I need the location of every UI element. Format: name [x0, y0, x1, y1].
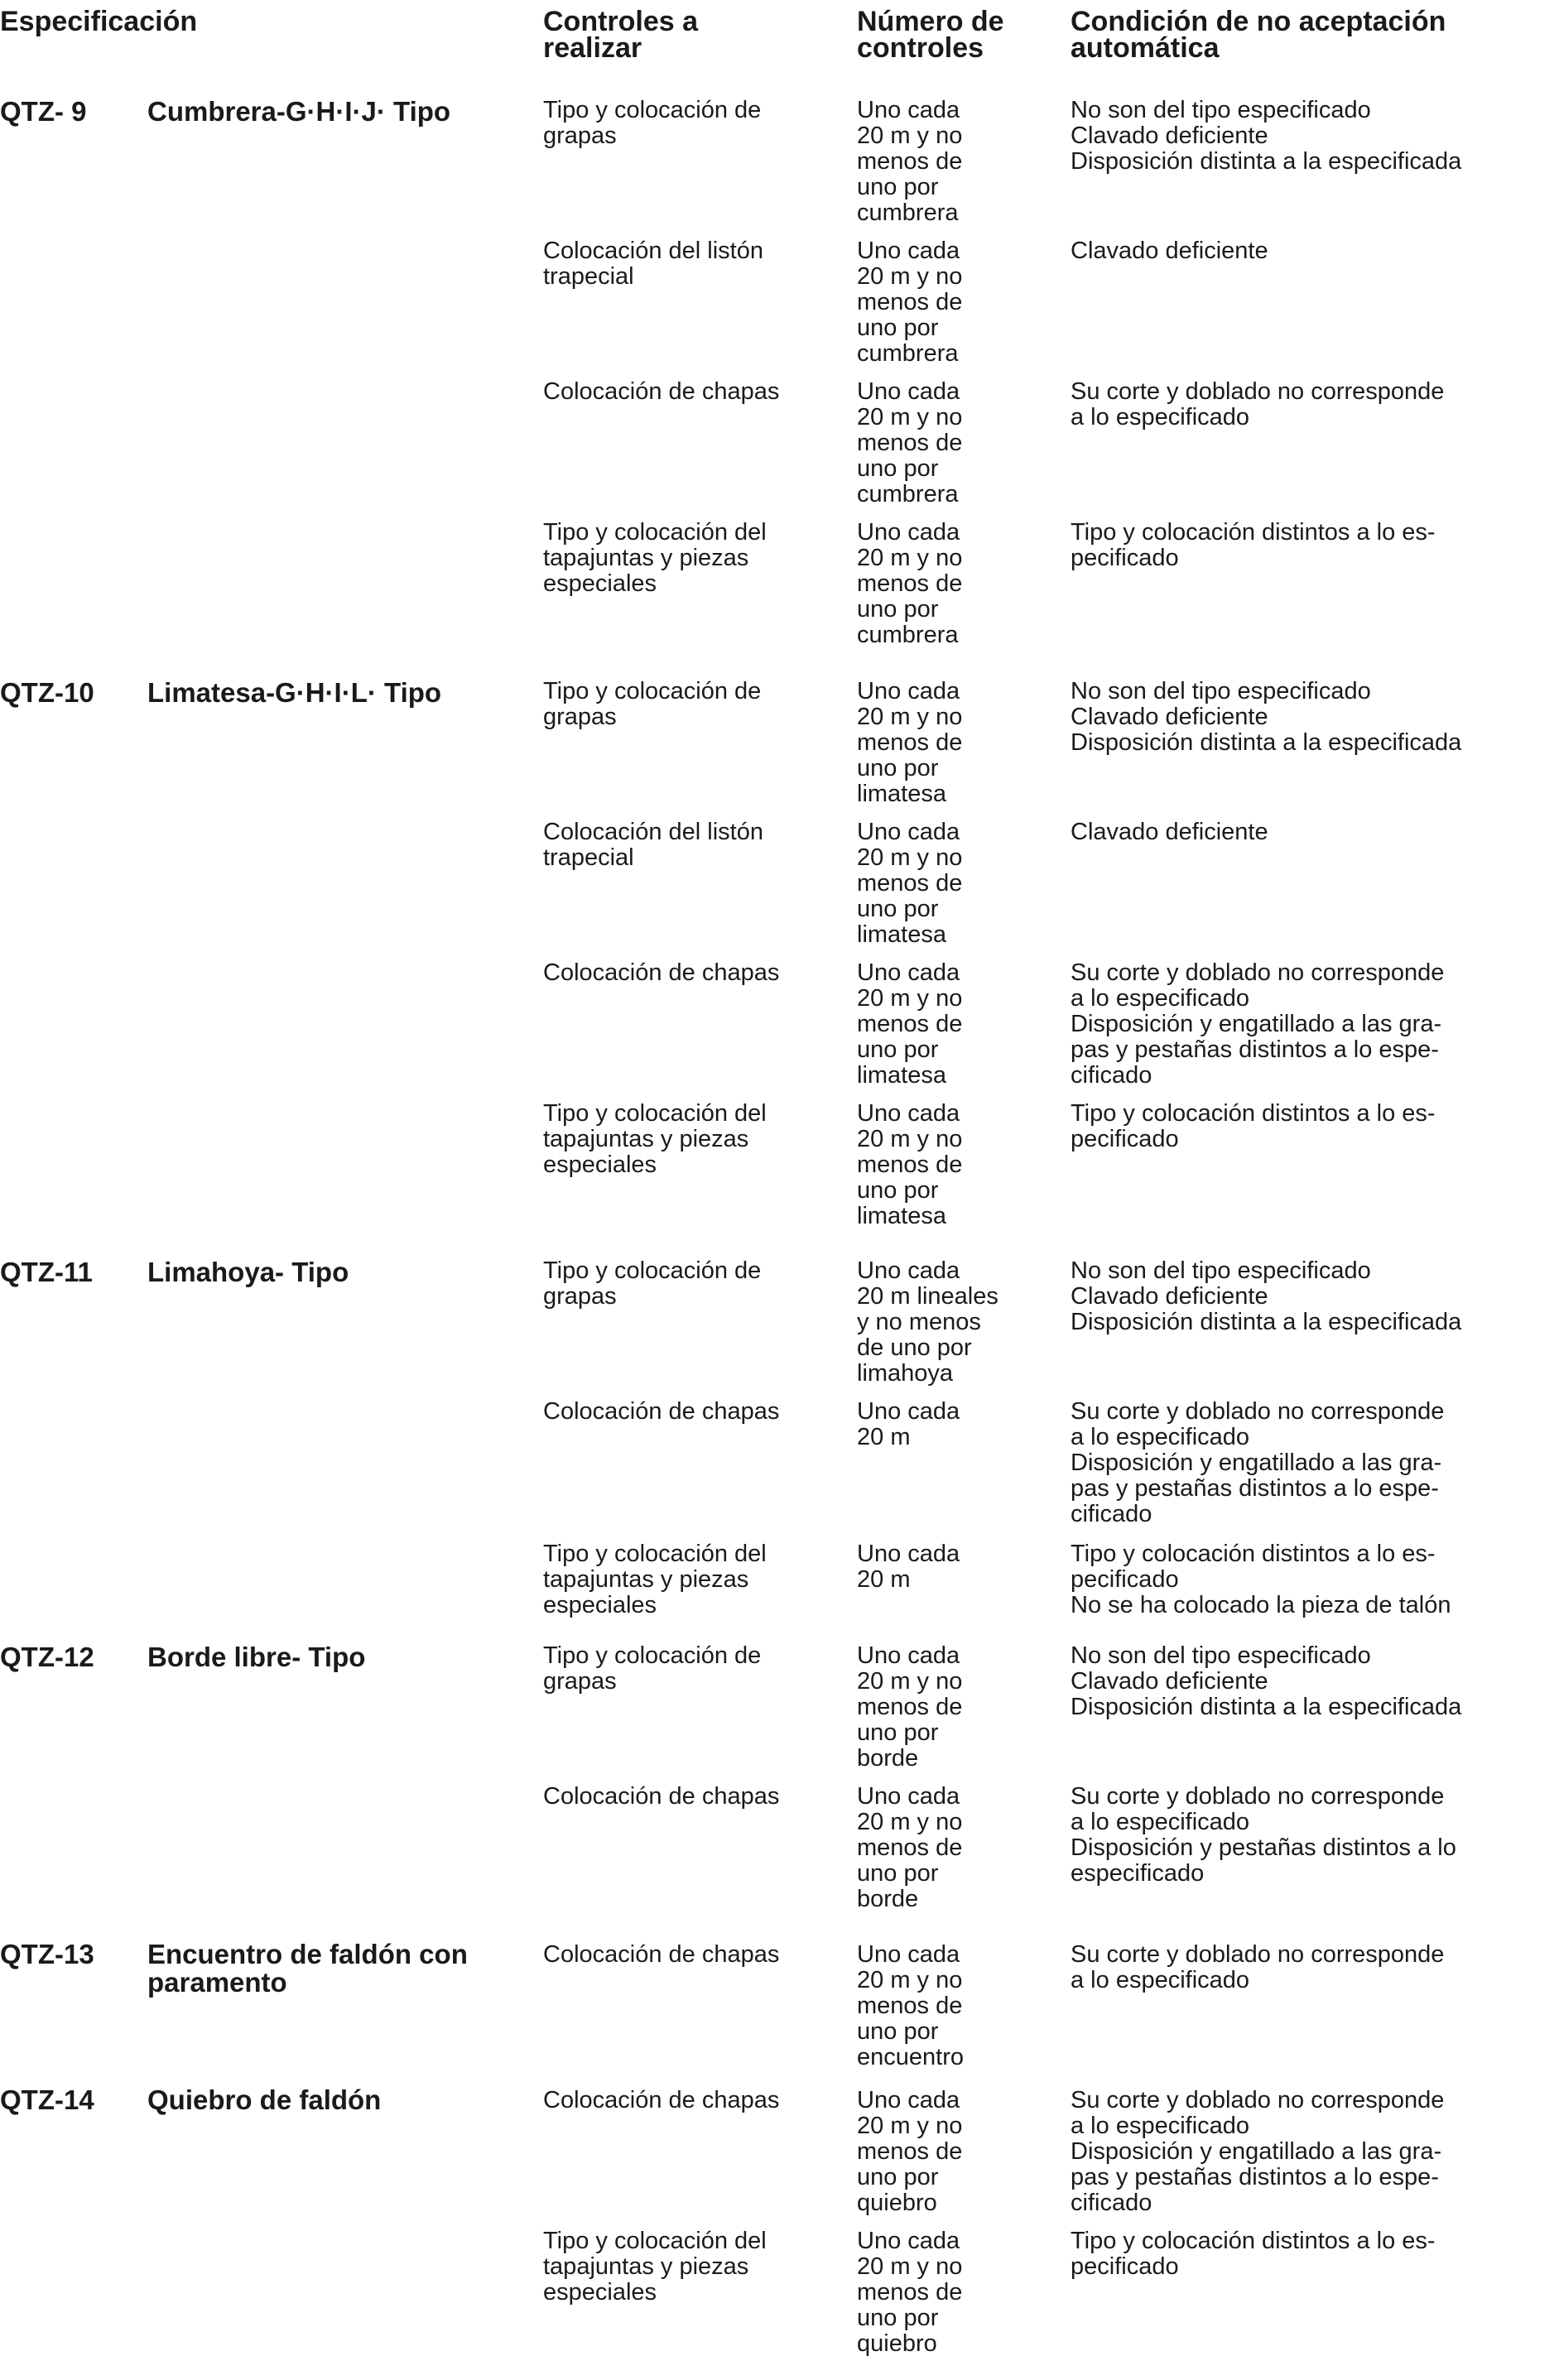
condicion-cell: Su corte y doblado no corresponde a lo especificado — [1071, 378, 1445, 430]
numero-cell: Uno cada 20 m y no menos de uno por quiebro — [857, 2228, 963, 2357]
condicion-cell: Su corte y doblado no corresponde a lo especificado Disposición y engatillado a las gra- pas y pestañas distintos a lo espe- cificado — [1071, 959, 1445, 1089]
numero-cell: Uno cada 20 m y no menos de uno por limatesa — [857, 959, 963, 1089]
header-controles: Controles a realizar — [543, 6, 699, 64]
numero-cell: Uno cada 20 m y no menos de uno por borde — [857, 1783, 963, 1912]
spec-title: Encuentro de faldón con paramento — [147, 1939, 468, 1998]
spec-title: Cumbrera-G·H·I·J· Tipo — [147, 96, 451, 127]
numero-cell: Uno cada 20 m y no menos de uno por cumbrera — [857, 378, 963, 507]
control-cell: Colocación de chapas — [543, 959, 780, 986]
control-cell: Colocación de chapas — [543, 1783, 780, 1810]
numero-cell: Uno cada 20 m y no menos de uno por limatesa — [857, 678, 963, 807]
control-cell: Tipo y colocación del tapajuntas y piezas especiales — [543, 519, 767, 597]
numero-cell: Uno cada 20 m — [857, 1398, 960, 1450]
spec-title: Limatesa-G·H·I·L· Tipo — [147, 677, 442, 708]
spec-code: QTZ-13 — [0, 1939, 94, 1969]
control-cell: Colocación del listón trapecial — [543, 238, 763, 290]
condicion-cell: No son del tipo especificado Clavado deficiente Disposición distinta a la especificada — [1071, 1642, 1462, 1720]
numero-cell: Uno cada 20 m y no menos de uno por quiebro — [857, 2087, 963, 2216]
condicion-cell: Tipo y colocación distintos a lo es- pecificado — [1071, 1100, 1436, 1152]
control-cell: Tipo y colocación del tapajuntas y piezas especiales — [543, 2228, 767, 2305]
control-cell: Tipo y colocación de grapas — [543, 678, 762, 730]
condicion-cell: Su corte y doblado no corresponde a lo especificado — [1071, 1941, 1445, 1993]
condicion-cell: Su corte y doblado no corresponde a lo especificado Disposición y pestañas distintos a lo especificado — [1071, 1783, 1456, 1887]
numero-cell: Uno cada 20 m lineales y no menos de uno por limahoya — [857, 1257, 998, 1387]
numero-cell: Uno cada 20 m y no menos de uno por cumbrera — [857, 519, 963, 648]
spec-code: QTZ-10 — [0, 677, 94, 708]
condicion-cell: Tipo y colocación distintos a lo es- pecificado No se ha colocado la pieza de talón — [1071, 1541, 1451, 1618]
numero-cell: Uno cada 20 m — [857, 1541, 960, 1593]
spec-code: QTZ-14 — [0, 2084, 94, 2115]
spec-code: QTZ-12 — [0, 1642, 94, 1672]
numero-cell: Uno cada 20 m y no menos de uno por cumbrera — [857, 238, 963, 367]
control-cell: Colocación del listón trapecial — [543, 819, 763, 871]
numero-cell: Uno cada 20 m y no menos de uno por encuentro — [857, 1941, 964, 2070]
condicion-cell: Su corte y doblado no corresponde a lo especificado Disposición y engatillado a las gra- pas y pestañas distintos a lo espe- cificado — [1071, 1398, 1445, 1527]
control-cell: Tipo y colocación de grapas — [543, 1257, 762, 1310]
condicion-cell: Su corte y doblado no corresponde a lo especificado Disposición y engatillado a las gra- pas y pestañas distintos a lo espe- cificado — [1071, 2087, 1445, 2216]
condicion-cell: No son del tipo especificado Clavado deficiente Disposición distinta a la especificada — [1071, 678, 1462, 756]
control-cell: Tipo y colocación del tapajuntas y piezas especiales — [543, 1100, 767, 1178]
spec-code: QTZ-11 — [0, 1257, 93, 1287]
condicion-cell: No son del tipo especificado Clavado deficiente Disposición distinta a la especificada — [1071, 1257, 1462, 1335]
spec-title: Borde libre- Tipo — [147, 1642, 366, 1672]
control-cell: Tipo y colocación del tapajuntas y piezas especiales — [543, 1541, 767, 1618]
control-cell: Tipo y colocación de grapas — [543, 97, 762, 149]
control-cell: Colocación de chapas — [543, 1941, 780, 1968]
condicion-cell: Clavado deficiente — [1071, 819, 1268, 845]
header-numero: Número de controles — [857, 6, 1004, 64]
spec-title: Limahoya- Tipo — [147, 1257, 349, 1287]
control-cell: Tipo y colocación de grapas — [543, 1642, 762, 1695]
condicion-cell: Clavado deficiente — [1071, 238, 1268, 264]
numero-cell: Uno cada 20 m y no menos de uno por borde — [857, 1642, 963, 1772]
control-cell: Colocación de chapas — [543, 2087, 780, 2113]
header-especificacion: Especificación — [0, 6, 198, 37]
control-cell: Colocación de chapas — [543, 378, 780, 405]
spec-title: Quiebro de faldón — [147, 2084, 382, 2115]
header-condicion: Condición de no aceptación automática — [1071, 6, 1446, 64]
condicion-cell: No son del tipo especificado Clavado deficiente Disposición distinta a la especificada — [1071, 97, 1462, 175]
condicion-cell: Tipo y colocación distintos a lo es- pecificado — [1071, 519, 1436, 571]
numero-cell: Uno cada 20 m y no menos de uno por limatesa — [857, 1100, 963, 1229]
numero-cell: Uno cada 20 m y no menos de uno por limatesa — [857, 819, 963, 948]
numero-cell: Uno cada 20 m y no menos de uno por cumbrera — [857, 97, 963, 226]
control-cell: Colocación de chapas — [543, 1398, 780, 1425]
condicion-cell: Tipo y colocación distintos a lo es- pecificado — [1071, 2228, 1436, 2280]
spec-code: QTZ- 9 — [0, 96, 87, 127]
